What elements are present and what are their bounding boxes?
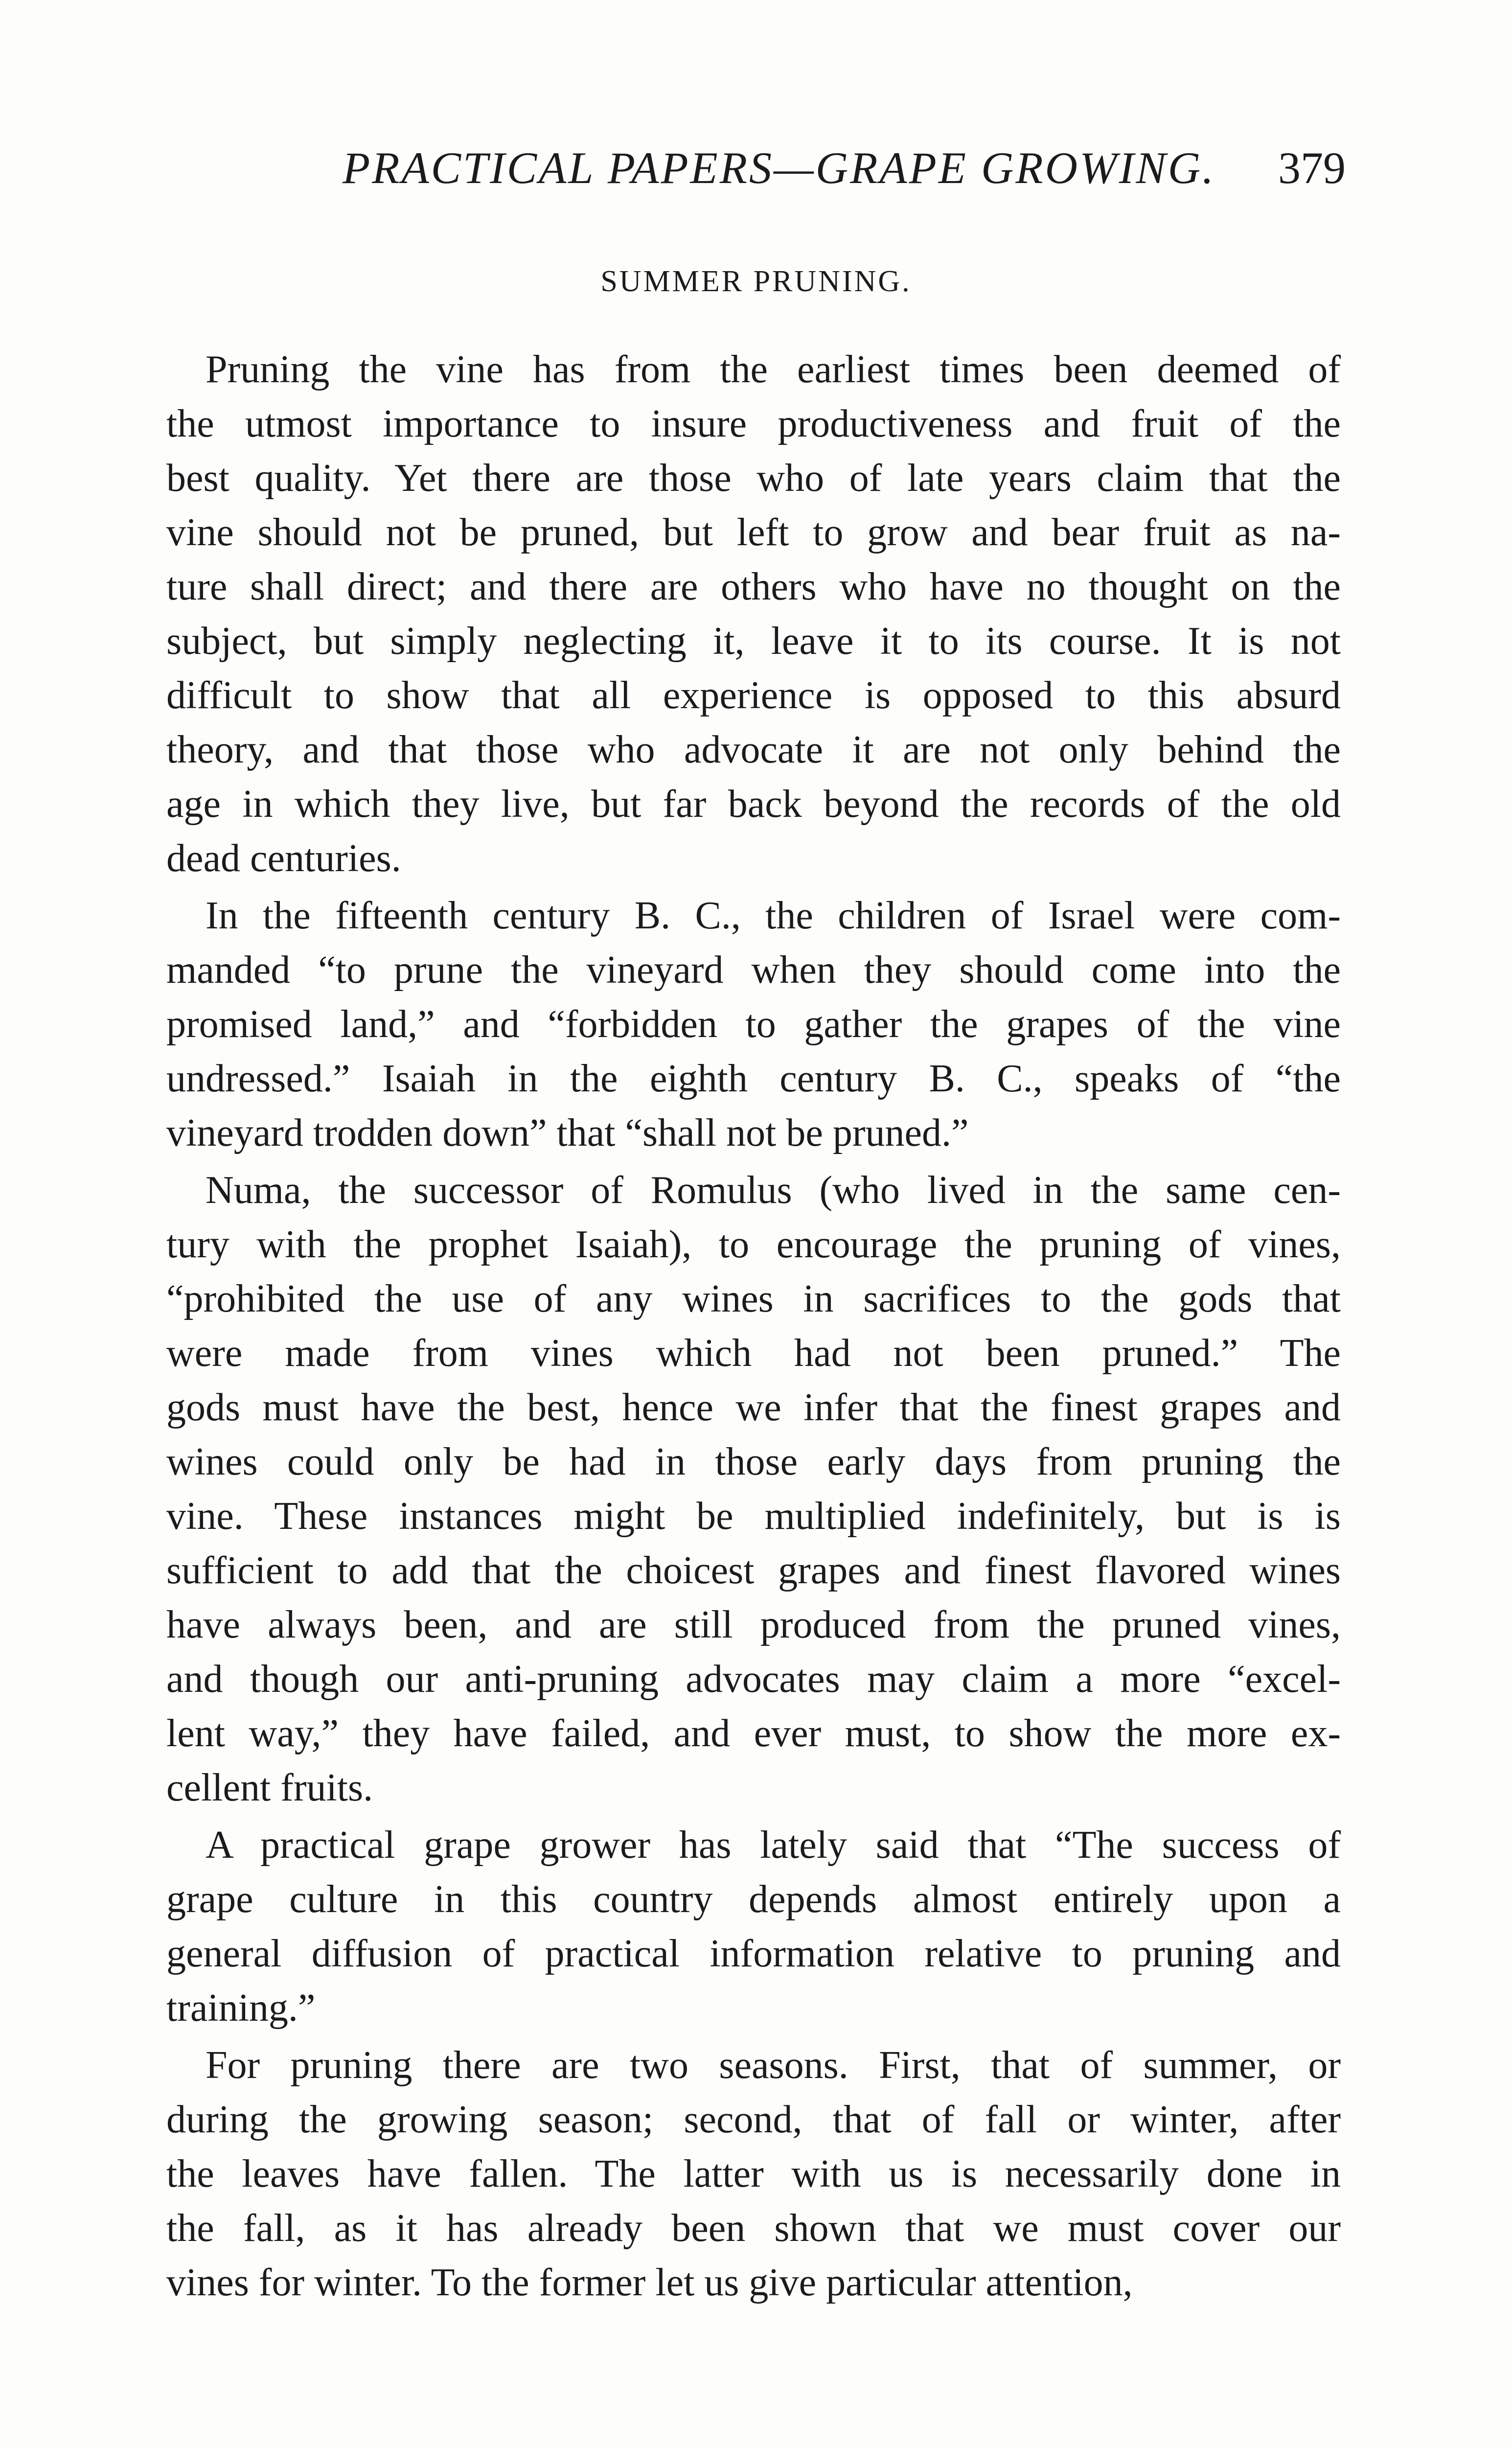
- text-line: [166, 2201, 1341, 2256]
- paragraph: [166, 1163, 1341, 1815]
- text-line-content: the leaves have fallen. The latter with us is necessarily done in: [166, 2152, 1341, 2195]
- text-line-content: cellent fruits.: [166, 1766, 373, 1809]
- text-line: [166, 831, 1341, 886]
- text-line-content: the utmost importance to insure productiveness and fruit of the: [166, 402, 1341, 445]
- text-line: [166, 1761, 1341, 1815]
- paragraph: [166, 343, 1341, 886]
- text-line: [166, 777, 1341, 831]
- text-line: [166, 1489, 1341, 1544]
- text-line-content: subject, but simply neglecting it, leave it to its course. It is not: [166, 620, 1341, 663]
- text-line: [166, 1981, 1341, 2035]
- text-line-content: best quality. Yet there are those who of late years claim that the: [166, 457, 1341, 500]
- text-line: [166, 1272, 1341, 1326]
- section-heading: SUMMER PRUNING.: [600, 265, 912, 298]
- text-line: [166, 560, 1341, 614]
- text-line-content: manded “to prune the vineyard when they should come into the: [166, 948, 1341, 992]
- text-line: [166, 2256, 1341, 2310]
- text-line: [166, 614, 1341, 669]
- text-line: [166, 1872, 1341, 1927]
- text-line: [166, 669, 1341, 723]
- text-line-content: difficult to show that all experience is opposed to this absurd: [166, 674, 1341, 717]
- text-line: [166, 1927, 1341, 1981]
- text-line: [166, 943, 1341, 997]
- text-line: [166, 1106, 1341, 1160]
- paragraph: [166, 2038, 1341, 2310]
- body-text: [166, 343, 1341, 2313]
- text-line: [166, 1598, 1341, 1652]
- text-line-content: grape culture in this country depends almost entirely upon a: [166, 1878, 1341, 1921]
- text-line: [166, 397, 1341, 451]
- text-line-content: gods must have the best, hence we infer that the finest grapes and: [166, 1386, 1341, 1429]
- text-line: [166, 1381, 1341, 1435]
- text-line: [166, 723, 1341, 777]
- text-line-content: A practical grape grower has lately said that “The success of: [206, 1824, 1341, 1867]
- text-line: [166, 1326, 1341, 1381]
- text-line-content: sufficient to add that the choicest grapes and finest flavored wines: [166, 1549, 1341, 1592]
- text-line: [166, 1435, 1341, 1489]
- page-number: 379: [1278, 143, 1346, 193]
- text-line-content: wines could only be had in those early days from pruning the: [166, 1440, 1341, 1483]
- text-line-content: lent way,” they have failed, and ever must, to show the more ex-: [166, 1712, 1341, 1755]
- text-line: [166, 1652, 1341, 1707]
- text-line-content: general diffusion of practical information relative to pruning and: [166, 1932, 1341, 1975]
- text-line: [166, 2093, 1341, 2147]
- text-line: [166, 506, 1341, 560]
- text-line-content: tury with the prophet Isaiah), to encourage the pruning of vines,: [166, 1223, 1341, 1266]
- text-line-content: theory, and that those who advocate it are not only behind the: [166, 728, 1341, 771]
- running-header: [343, 142, 1346, 201]
- paragraph: [166, 889, 1341, 1160]
- text-line: [166, 1818, 1341, 1872]
- text-line-content: during the growing season; second, that of fall or winter, after: [166, 2098, 1341, 2141]
- text-line-content: have always been, and are still produced from the pruned vines,: [166, 1603, 1341, 1646]
- text-line-content: were made from vines which had not been pruned.” The: [166, 1332, 1341, 1375]
- text-line: [166, 889, 1341, 943]
- text-line-content: training.”: [166, 1986, 316, 2030]
- text-line: [166, 2038, 1341, 2093]
- text-line-content: In the fifteenth century B. C., the children of Israel were com-: [206, 894, 1341, 937]
- text-line-content: For pruning there are two seasons. First, that of summer, or: [206, 2044, 1341, 2087]
- text-line: [166, 343, 1341, 397]
- running-title: PRACTICAL PAPERS—GRAPE GROWING.: [343, 143, 1216, 193]
- text-line-content: vineyard trodden down” that “shall not be pruned.”: [166, 1111, 969, 1154]
- text-line-content: Pruning the vine has from the earliest times been deemed of: [206, 348, 1341, 391]
- text-line-content: promised land,” and “forbidden to gather the grapes of the vine: [166, 1003, 1341, 1046]
- text-line-content: age in which they live, but far back beyond the records of the old: [166, 783, 1341, 826]
- text-line-content: vine. These instances might be multiplied indefinitely, but is is: [166, 1495, 1341, 1538]
- text-line-content: vines for winter. To the former let us give particular attention,: [166, 2261, 1133, 2304]
- text-line: [166, 1218, 1341, 1272]
- text-line-content: undressed.” Isaiah in the eighth century B. C., speaks of “the: [166, 1057, 1341, 1100]
- text-line: [166, 997, 1341, 1052]
- text-line: [166, 1052, 1341, 1106]
- text-line-content: ture shall direct; and there are others who have no thought on the: [166, 565, 1341, 608]
- text-line-content: and though our anti-pruning advocates may claim a more “excel-: [166, 1658, 1341, 1701]
- text-line: [166, 451, 1341, 506]
- text-line-content: dead centuries.: [166, 837, 401, 880]
- text-line: [166, 2147, 1341, 2201]
- text-line-content: “prohibited the use of any wines in sacrifices to the gods that: [166, 1277, 1341, 1320]
- text-line-content: the fall, as it has already been shown that we must cover our: [166, 2207, 1341, 2250]
- text-line: [166, 1163, 1341, 1218]
- text-line: [166, 1544, 1341, 1598]
- text-line-content: Numa, the successor of Romulus (who lived in the same cen-: [206, 1169, 1341, 1212]
- text-line-content: vine should not be pruned, but left to grow and bear fruit as na-: [166, 511, 1341, 554]
- text-line: [166, 1707, 1341, 1761]
- paragraph: [166, 1818, 1341, 2035]
